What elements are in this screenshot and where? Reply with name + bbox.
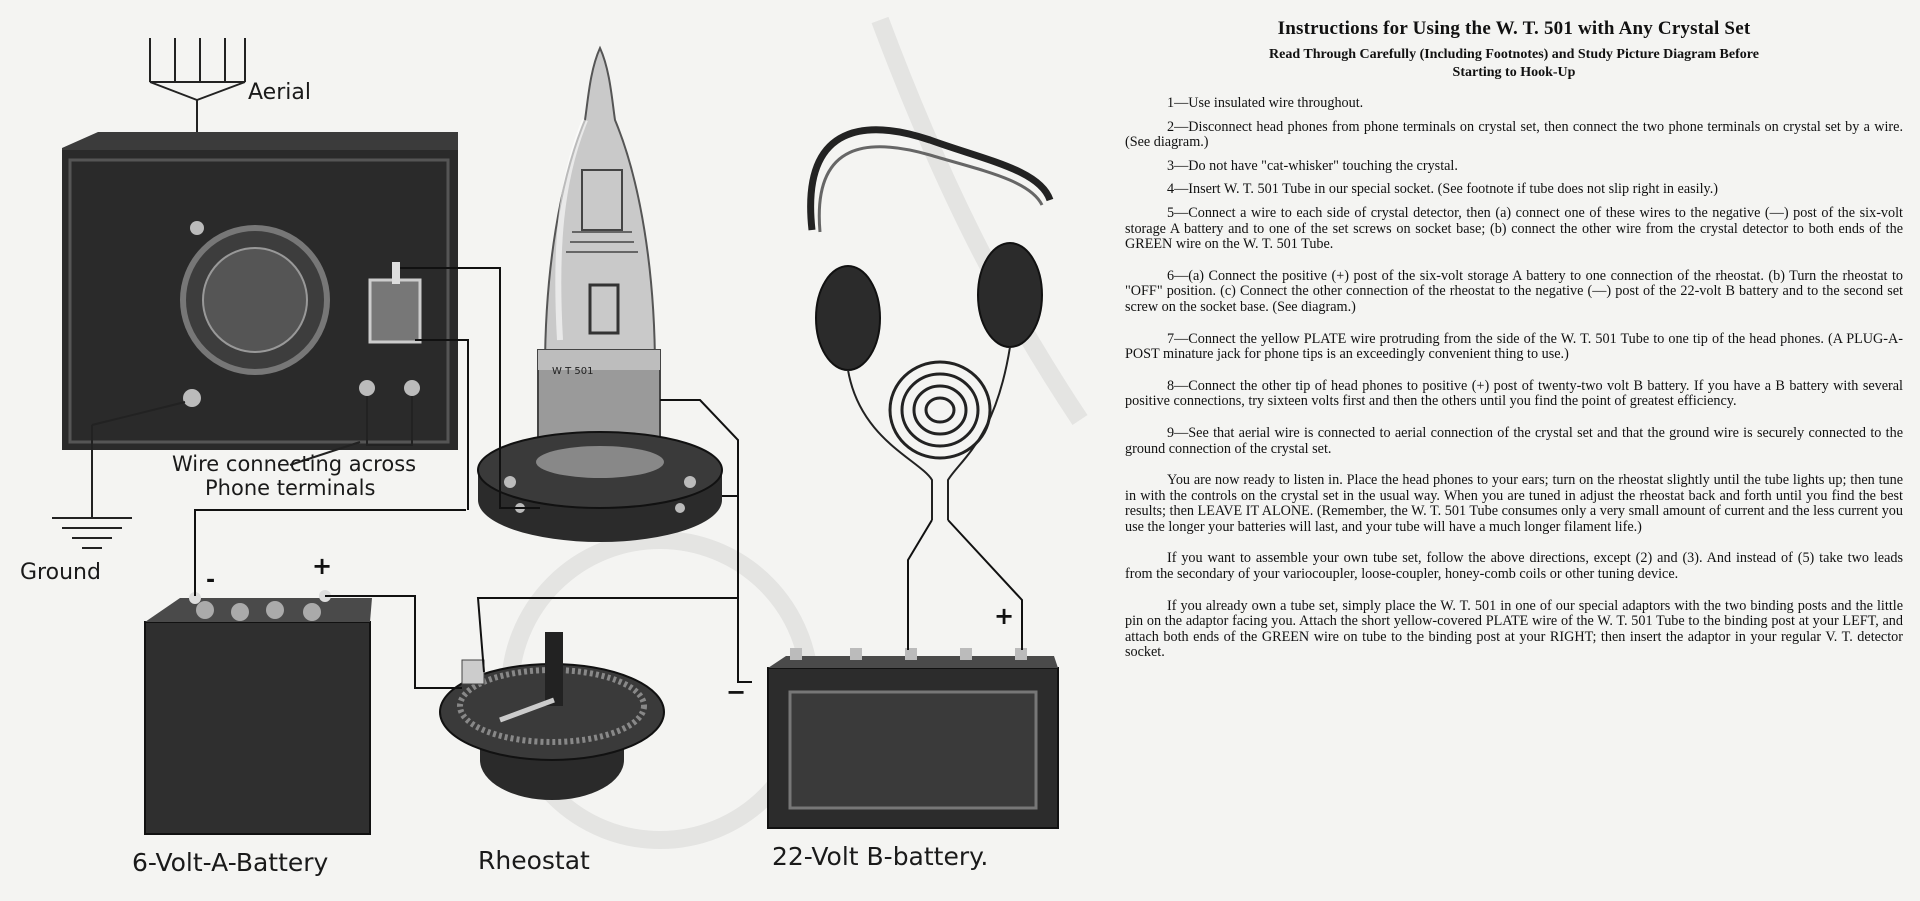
step-9: 9—See that aerial wire is connected to aerial connection of the crystal set and that the ground wire is securely connected to the ground connection of the crystal set. — [1125, 424, 1903, 457]
instructions-title: Instructions for Using the W. T. 501 with Any Crystal Set — [1277, 18, 1751, 39]
phone-terminals-label: Phone terminals — [205, 476, 376, 500]
step-6: 6—(a) Connect the positive (+) post of the six-volt storage A battery to one connection of the rheostat. (b) Turn the rheostat to "OFF" position. (c) Connect the other connection of the rheostat to the negative (—) post of the 22-volt B battery and to the second set screw on the socket base. (See diagram.) — [1125, 267, 1903, 315]
subtitle-line-2: Starting to Hook-Up — [1452, 65, 1576, 80]
vacuum-tube — [478, 48, 722, 542]
closing-paragraph-3: If you already own a tube set, simply place the W. T. 501 in one of our special adaptors with the two binding posts and the little pin on the adaptor facing you. Attach the short yellow-covered PLATE wire of the W. T. 501 Tube to the binding post at your LEFT, and attach both ends of the GREEN wire on tube to the binding post at your RIGHT; then insert the adaptor in your regular V. T. detector socket. — [1125, 597, 1903, 661]
b-battery — [768, 648, 1058, 828]
instructions-subtitle — [1125, 46, 1903, 82]
subtitle-line-1: Read Through Carefully (Including Footnotes) and Study Picture Diagram Before — [1269, 47, 1759, 62]
aerial-label: Aerial — [248, 80, 311, 105]
closing-paragraph-2: If you want to assemble your own tube set, follow the above directions, except (2) and (3). And instead of (5) take two leads from the secondary of your variocoupler, loose-coupler, honey-comb coils or other tuning device. — [1125, 550, 1903, 583]
step-3: 3—Do not have "cat-whisker" touching the crystal. — [1167, 157, 1458, 174]
step-2: 2—Disconnect head phones from phone terminals on crystal set, then connect the two phone terminals on crystal set by a wire. (See diagram.) — [1125, 118, 1903, 151]
closing-paragraph-1: You are now ready to listen in. Place the head phones to your ears; turn on the rheostat slightly until the tube lights up; then tune in with the controls on the crystal set in the usual way. When you are tuned in adjust the rheostat back and forth until you find the best results; then LEAVE IT ALONE. (Remember, the W. T. 501 Tube consumes only a very small amount of current and the less current you use the longer your batteries will last, and your tube will have a much longer filament life.) — [1125, 472, 1903, 535]
step-8: 8—Connect the other tip of head phones to positive (+) post of twenty-two volt B battery. If you have a B battery with several positive connections, try sixteen volts first and then the others until you find the point of greatest efficiency. — [1125, 377, 1903, 410]
headphones — [811, 130, 1050, 520]
a-battery — [145, 590, 372, 834]
step-7: 7—Connect the yellow PLATE wire protruding from the side of the W. T. 501 Tube to one tip of the head phones. (A PLUG-A-POST minature jack for phone tips is an exceedingly convenient thing to use.) — [1125, 330, 1903, 363]
step-1: 1—Use insulated wire throughout. — [1167, 95, 1364, 111]
a-battery-negative-sign: - — [206, 568, 216, 593]
a-battery-positive-sign: + — [312, 552, 333, 580]
b-battery-negative-sign: − — [726, 678, 747, 706]
rheostat-label: Rheostat — [478, 846, 590, 875]
step-5: 5—Connect a wire to each side of crystal detector, then (a) connect one of these wires to the negative (—) post of the six-volt storage A battery and to one of the set screws on socket base; (b) connect the other wire from the crystal detector to both ends of the GREEN wire on the W. T. 501 Tube. — [1125, 204, 1903, 253]
ground-label: Ground — [20, 560, 101, 585]
wire-across-label: Wire connecting across — [172, 452, 417, 476]
b-battery-label: 22-Volt B-battery. — [772, 842, 989, 871]
a-battery-label: 6-Volt-A-Battery — [132, 848, 329, 877]
instructions-panel — [1125, 14, 1903, 884]
rheostat — [440, 632, 664, 800]
step-4: 4—Insert W. T. 501 Tube in our special socket. (See footnote if tube does not slip right in easily.) — [1167, 181, 1719, 198]
tube-marking: W T 501 — [552, 366, 594, 377]
b-battery-positive-sign: + — [994, 602, 1015, 630]
crystal-set-cabinet — [62, 132, 458, 450]
